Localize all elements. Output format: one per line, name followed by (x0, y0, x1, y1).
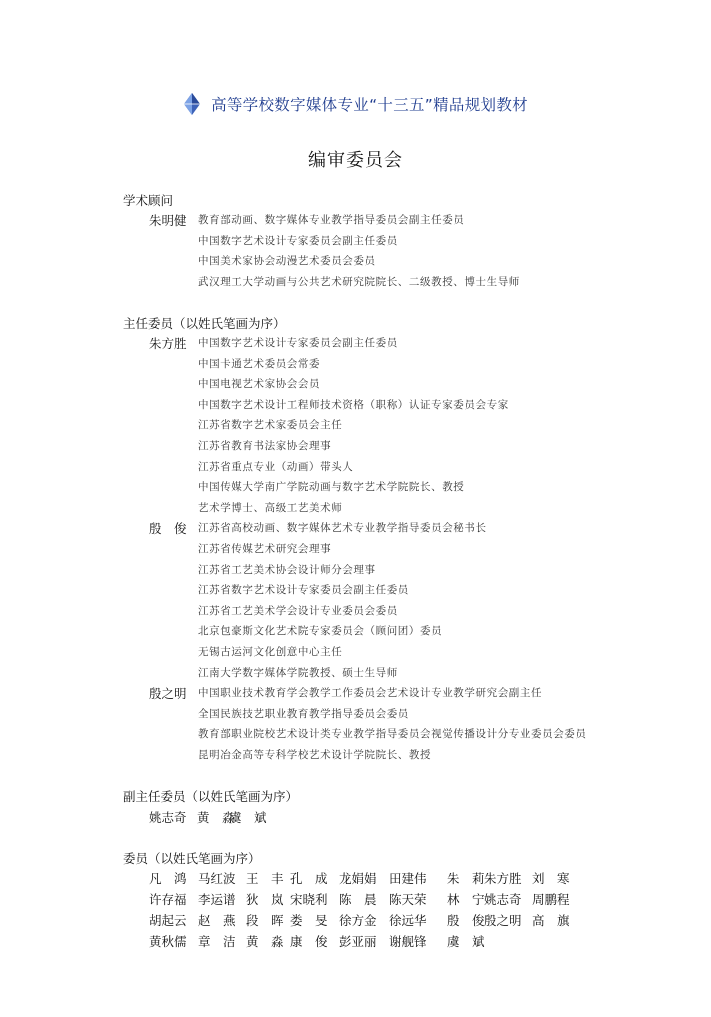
member-name: 章 洁 (198, 934, 236, 949)
member-name: 陈天荣 (389, 892, 427, 907)
series-title: 高等学校数字媒体专业“十三五”精品规划教材 (211, 96, 528, 114)
member-name: 宋晓利 (290, 892, 328, 907)
member-name: 姚志奇 (484, 892, 522, 907)
member-name: 狄 岚 (246, 892, 284, 907)
page-title: 编审委员会 (308, 150, 403, 171)
person-role: 江苏省数字艺术家委员会主任 (198, 419, 343, 432)
person-role: 北京包豪斯文化艺术院专家委员会（顾问团）委员 (198, 625, 443, 638)
person-role: 中国传媒大学南广学院动画与数字艺术学院院长、教授 (198, 481, 465, 494)
member-name: 龙娟娟 (339, 871, 377, 886)
person-role: 中国职业技术教育学会教学工作委员会艺术设计专业教学研究会副主任 (198, 687, 543, 700)
member-name: 彭亚丽 (339, 934, 377, 949)
member-name: 田建伟 (389, 871, 427, 886)
person-role: 江苏省高校动画、数字媒体艺术专业教学指导委员会秘书长 (198, 522, 487, 535)
member-name: 李运谱 (198, 892, 236, 907)
person-role: 昆明冶金高等专科学校艺术设计学院院长、教授 (198, 749, 432, 761)
vice-director-names (149, 808, 269, 826)
member-name: 朱方胜 (484, 871, 522, 886)
member-name: 周鹏程 (532, 892, 570, 907)
diamond-logo-icon (183, 93, 201, 115)
person-role: 无锡古运河文化创意中心主任 (198, 646, 343, 658)
member-name: 徐方金 (339, 913, 377, 928)
person-name: 朱明健 (149, 213, 187, 228)
person-role: 江苏省工艺美术学会设计专业委员会委员 (198, 604, 398, 617)
member-name: 殷 俊 (447, 913, 485, 928)
person-role: 江苏省重点专业（动画）带头人 (198, 460, 354, 473)
person-role: 中国数字艺术设计专家委员会副主任委员 (198, 337, 398, 349)
section-heading-members: 委员（以姓氏笔画为序） (123, 851, 261, 866)
person-role: 中国数字艺术设计工程师技术资格（职称）认证专家委员会专家 (198, 398, 509, 411)
member-name: 殷之明 (484, 913, 522, 928)
member-name: 黄秋儒 (149, 934, 187, 949)
person-role: 全国民族技艺职业教育教学指导委员会委员 (198, 707, 409, 720)
person-role: 中国电视艺术家协会会员 (198, 378, 321, 391)
member-name: 孔 成 (290, 871, 328, 886)
person-name: 殷之明 (149, 686, 187, 702)
member-name: 王 丰 (246, 871, 284, 886)
person-role: 教育部职业院校艺术设计类专业教学指导委员会视觉传播设计分专业委员会委员 (198, 728, 587, 741)
section-heading-directors: 主任委员（以姓氏笔画为序） (123, 316, 286, 331)
member-name: 胡起云 (149, 913, 187, 928)
member-name: 段 晖 (246, 913, 284, 928)
member-name: 陈 晨 (339, 892, 377, 907)
member-name: 马红波 (198, 871, 236, 886)
person-role: 江南大学数字媒体学院教授、硕士生导师 (198, 666, 398, 679)
person-role: 中国美术家协会动漫艺术委员会委员 (198, 255, 376, 268)
member-name: 赵 燕 (198, 913, 236, 928)
member-name: 娄 旻 (290, 913, 328, 928)
section-heading-advisors: 学术顾问 (123, 193, 174, 208)
person-role: 武汉理工大学动画与公共艺术研究院院长、二级教授、博士生导师 (198, 275, 520, 288)
person-name: 殷 俊 (149, 521, 187, 537)
member-name: 朱 莉 (447, 871, 485, 886)
person-role: 江苏省数字艺术设计专家委员会副主任委员 (198, 584, 409, 597)
person-role: 江苏省教育书法家协会理事 (198, 440, 332, 452)
section-heading-vice-directors: 副主任委员（以姓氏笔画为序） (123, 789, 299, 804)
member-name: 谢舰锋 (389, 934, 427, 949)
series-header (0, 92, 711, 116)
member-name: 徐远华 (389, 913, 427, 928)
member-name: 虞 斌 (447, 934, 485, 949)
vice-director-name: 虞 斌 (229, 810, 267, 825)
member-name: 凡 鸿 (149, 871, 187, 886)
vice-director-name: 黄 淼 (197, 810, 235, 825)
person-role: 江苏省工艺美术协会设计师分会理事 (198, 563, 376, 576)
person-name: 朱方胜 (149, 336, 187, 351)
member-name: 许存福 (149, 892, 187, 907)
person-role: 江苏省传媒艺术研究会理事 (198, 543, 332, 555)
person-role: 中国卡通艺术委员会常委 (198, 357, 321, 370)
person-role: 教育部动画、数字媒体专业教学指导委员会副主任委员 (198, 214, 465, 226)
member-name: 黄 淼 (246, 934, 284, 949)
vice-director-name: 姚志奇 (149, 810, 187, 825)
member-name: 林 宁 (447, 892, 485, 907)
person-role: 艺术学博士、高级工艺美术师 (198, 501, 343, 514)
member-name: 高 旗 (532, 913, 570, 928)
member-name: 刘 寒 (532, 871, 570, 886)
member-name: 康 俊 (290, 934, 328, 949)
person-role: 中国数字艺术设计专家委员会副主任委员 (198, 234, 398, 247)
